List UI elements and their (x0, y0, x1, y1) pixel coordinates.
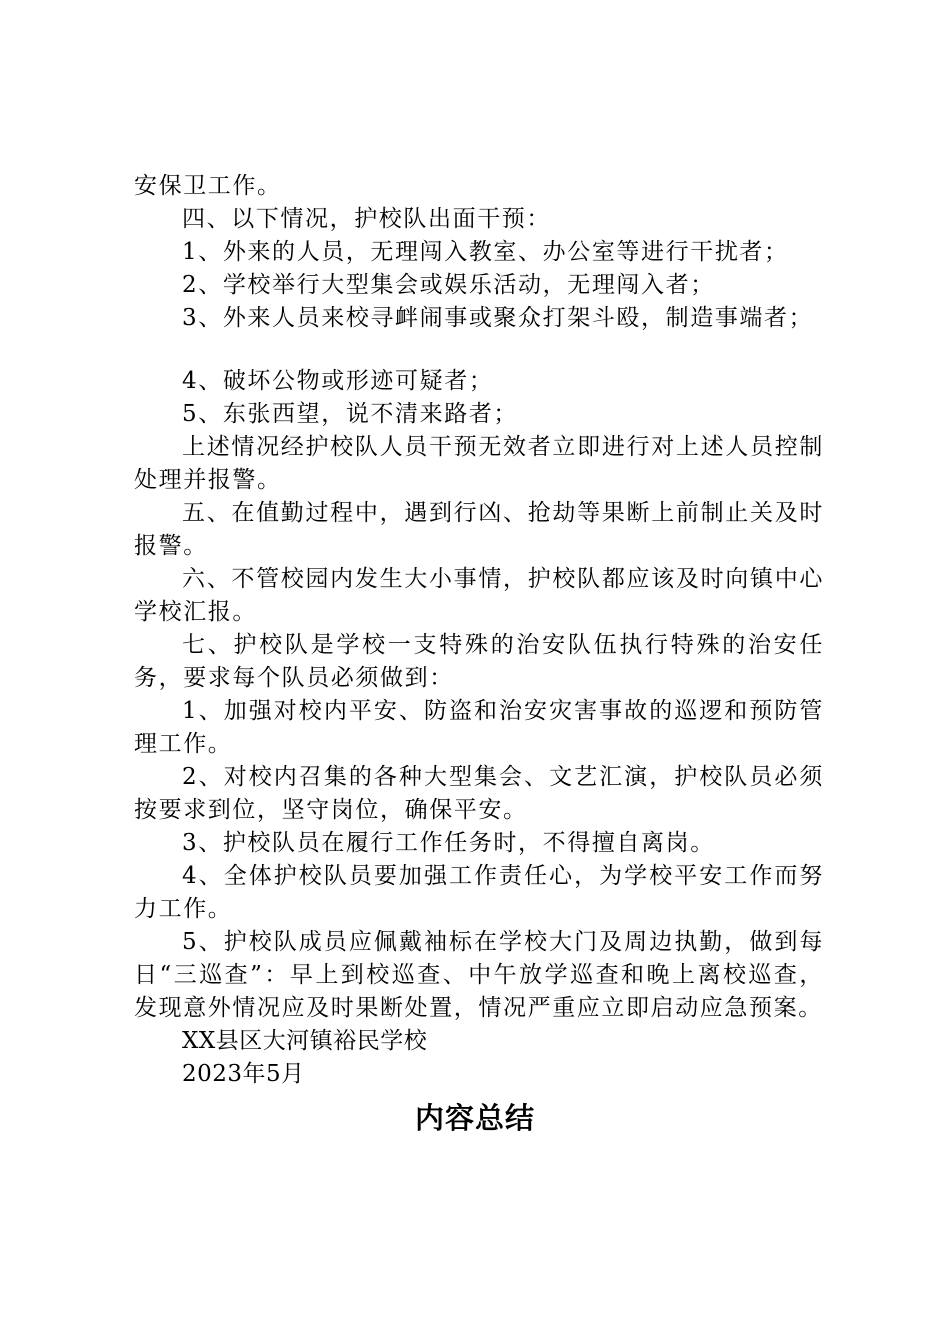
paragraph: 五、在值勤过程中，遇到行凶、抢劫等果断上前制止关及时报警。 (134, 500, 824, 559)
list-item: 3、外来人员来校寻衅闹事或聚众打架斗殴，制造事端者； (182, 305, 814, 331)
list-item: 1、加强对校内平安、防盗和治安灾害事故的巡逻和预防管理工作。 (134, 698, 824, 757)
paragraph: 安保卫工作。 (134, 173, 282, 199)
list-item: 4、全体护校队员要加强工作责任心，为学校平安工作而努力工作。 (134, 863, 824, 922)
list-item: 2、学校举行大型集会或娱乐活动，无理闯入者； (182, 272, 715, 298)
paragraph: 七、护校队是学校一支特殊的治安队伍执行特殊的治安任务，要求每个队员必须做到： (134, 632, 824, 691)
list-item: 4、破坏公物或形迹可疑者； (182, 368, 494, 394)
signature-organization: XX县区大河镇裕民学校 (182, 1028, 428, 1054)
list-item: 5、东张西望，说不清来路者； (182, 401, 519, 427)
list-item: 1、外来的人员，无理闯入教室、办公室等进行干扰者； (182, 239, 789, 265)
paragraph: 上述情况经护校队人员干预无效者立即进行对上述人员控制处理并报警。 (134, 434, 824, 493)
document-body (134, 170, 824, 1091)
summary-heading: 内容总结 (414, 1101, 535, 1135)
list-item: 5、护校队成员应佩戴袖标在学校大门及周边执勤，做到每日“三巡查”：早上到校巡查、中午放学巡查和晚上离校巡查，发现意外情况应及时果断处置，情况严重应立即启动应急预案。 (134, 929, 824, 1021)
list-item: 3、护校队员在履行工作任务时，不得擅自离岗。 (182, 830, 715, 856)
signature-date: 2023年5月 (182, 1061, 305, 1087)
list-item: 2、对校内召集的各种大型集会、文艺汇演，护校队员必须按要求到位，坚守岗位，确保平安。 (134, 764, 824, 823)
paragraph: 四、以下情况，护校队出面干预： (182, 206, 551, 232)
paragraph: 六、不管校园内发生大小事情，护校队都应该及时向镇中心学校汇报。 (134, 566, 824, 625)
